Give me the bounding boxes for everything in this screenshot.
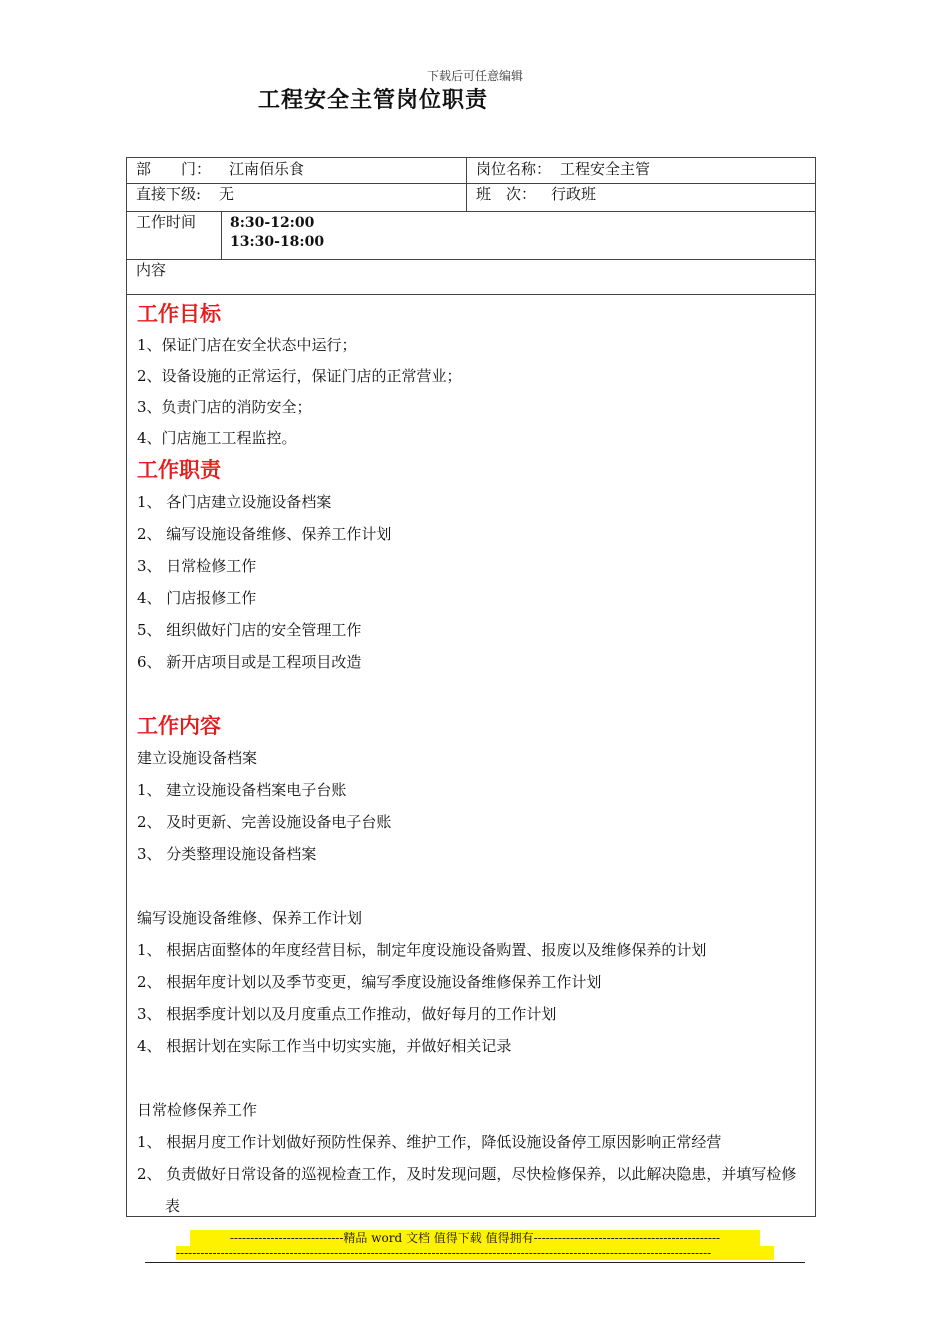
row-working-hours xyxy=(127,211,815,260)
department-label: 部 门： xyxy=(136,160,212,178)
list-item: 2、 负责做好日常设备的巡视检查工作，及时发现问题，尽快检修保养，以此解决隐患，并填写检修表 xyxy=(137,1165,797,1215)
list-item: 1、 根据月度工作计划做好预防性保养、维护工作，降低设施设备停工原因影响正常经营 xyxy=(137,1133,722,1151)
column-divider xyxy=(466,183,467,211)
subordinate-value: 无 xyxy=(219,185,235,203)
header-note: 下载后可任意编辑 xyxy=(426,69,523,83)
position-label: 岗位名称： xyxy=(476,160,552,178)
list-item: 1、 根据店面整体的年度经营目标，制定年度设施设备购置、报废以及维修保养的计划 xyxy=(137,941,707,959)
column-divider xyxy=(466,158,467,183)
content-label: 内容 xyxy=(136,261,167,279)
list-item: 4、 根据计划在实际工作当中切实实施，并做好相关记录 xyxy=(137,1037,512,1055)
list-item: 4、 门店报修工作 xyxy=(137,589,257,607)
section-title-duties: 工作职责 xyxy=(137,457,221,482)
department-value: 江南佰乐食 xyxy=(229,160,305,178)
document-title: 工程安全主管岗位职责 xyxy=(258,87,489,113)
shift-label: 班 次： xyxy=(476,185,537,203)
shift-value: 行政班 xyxy=(551,185,597,203)
footer-banner: ----------------------------精品 word 文档 值得下载 值得拥有---------------------------------------------- xyxy=(190,1230,760,1246)
blank-line xyxy=(137,678,809,710)
list-item: 2、 及时更新、完善设施设备电子台账 xyxy=(137,813,392,831)
list-item: 4、门店施工工程监控。 xyxy=(137,429,297,447)
column-divider xyxy=(221,211,222,259)
subordinate-label: 直接下级: xyxy=(136,185,202,203)
subsection-title: 建立设施设备档案 xyxy=(137,749,258,767)
list-item: 1、 各门店建立设施设备档案 xyxy=(137,493,332,511)
row-subordinate xyxy=(127,183,815,212)
job-description-table xyxy=(126,157,816,1217)
section-title-content: 工作内容 xyxy=(137,713,221,738)
footer-dashes: ------------------------------------------------------------------------------------------------------------------------------------ xyxy=(176,1246,774,1260)
row-content-label xyxy=(127,259,815,295)
working-hours-morning: 8:30-12:00 xyxy=(230,215,315,231)
row-department xyxy=(127,158,815,184)
list-item: 2、 编写设施设备维修、保养工作计划 xyxy=(137,525,392,543)
list-item: 5、 组织做好门店的安全管理工作 xyxy=(137,621,362,639)
subsection-title: 编写设施设备维修、保养工作计划 xyxy=(137,909,363,927)
blank-line xyxy=(137,1062,809,1094)
position-value: 工程安全主管 xyxy=(560,160,651,178)
list-item: 1、 建立设施设备档案电子台账 xyxy=(137,781,347,799)
working-hours-afternoon: 13:30-18:00 xyxy=(230,234,325,250)
list-item: 3、 日常检修工作 xyxy=(137,557,257,575)
list-item: 2、 根据年度计划以及季节变更，编写季度设施设备维修保养工作计划 xyxy=(137,973,602,991)
section-title-goals: 工作目标 xyxy=(137,301,221,326)
content-body xyxy=(137,298,809,1222)
list-item: 3、负责门店的消防安全； xyxy=(137,398,312,416)
list-item: 2、设备设施的正常运行，保证门店的正常营业； xyxy=(137,367,462,385)
list-item: 3、 分类整理设施设备档案 xyxy=(137,845,317,863)
list-item: 1、保证门店在安全状态中运行； xyxy=(137,336,357,354)
list-item: 3、 根据季度计划以及月度重点工作推动，做好每月的工作计划 xyxy=(137,1005,557,1023)
working-hours-label: 工作时间 xyxy=(136,213,197,231)
footer-rule xyxy=(145,1262,805,1263)
list-item: 6、 新开店项目或是工程项目改造 xyxy=(137,653,362,671)
blank-line xyxy=(137,870,809,902)
subsection-title: 日常检修保养工作 xyxy=(137,1101,258,1119)
